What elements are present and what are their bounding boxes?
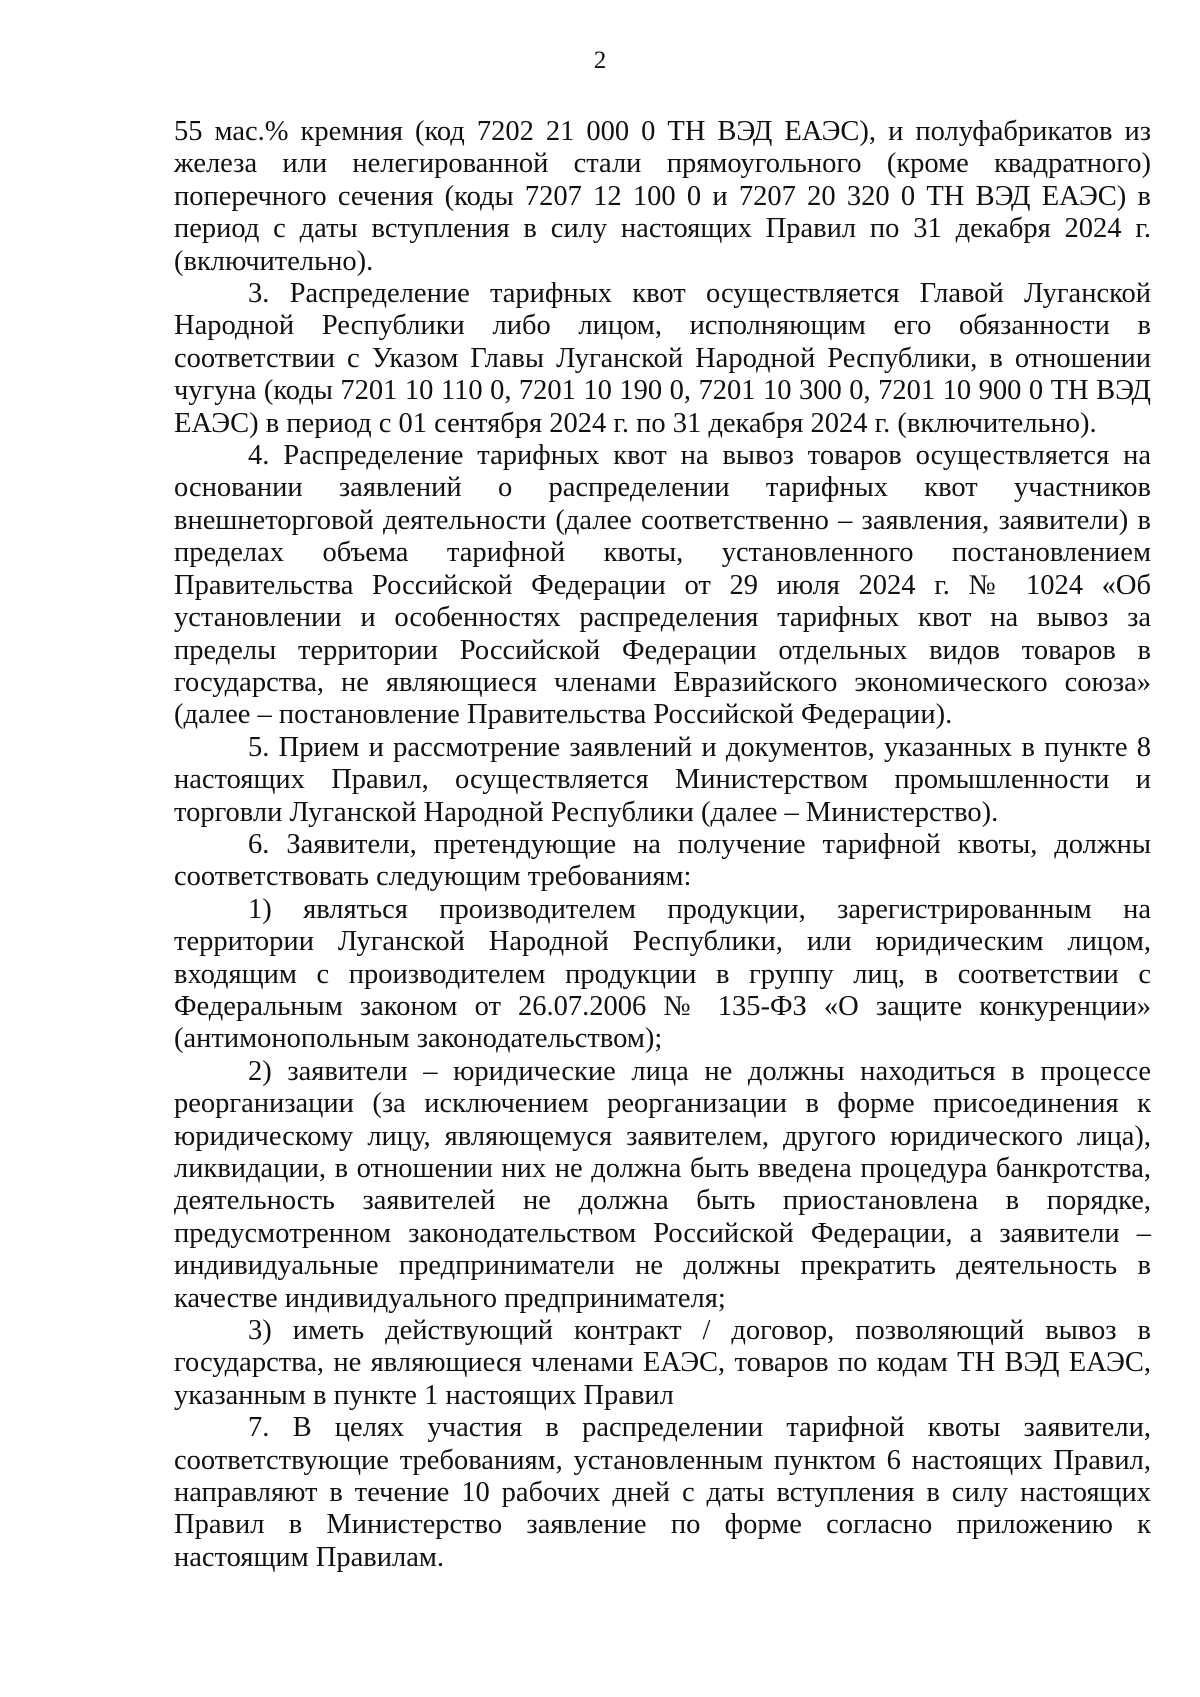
paragraph-4: 4. Распределение тарифных квот на вывоз товаров осуществляется на основании заявлений о распределении тарифных квот участников внешнеторговой деятельности (далее соответственно – заявления, заявители) в пределах объема тарифной квоты, установленного постановлением Правительства Российской Федерации от 29 июля 2024 г. № 1024 «Об установлении и особенностях распределения тарифных квот на вывоз за пределы территории Российской Федерации отдельных видов товаров в государства, не являющиеся членами Евразийского экономического союза» (далее – постановление Правительства Российской Федерации).	[174, 440, 1151, 731]
paragraph-5: 5. Прием и рассмотрение заявлений и документов, указанных в пункте 8 настоящих Правил, осуществляется Министерством промышленности и торговли Луганской Народной Республики (далее – Министерство).	[174, 731, 1151, 828]
paragraph-6-item-3: 3) иметь действующий контракт / договор, позволяющий вывоз в государства, не являющиеся членами ЕАЭС, товаров по кодам ТН ВЭД ЕАЭС, указанным в пункте 1 настоящих Правил	[174, 1315, 1151, 1411]
page-number: 2	[593, 47, 607, 74]
document-body	[174, 116, 1151, 1574]
paragraph-7: 7. В целях участия в распределении тарифной квоты заявители, соответствующие требованиям, установленным пунктом 6 настоящих Правил, направляют в течение 10 рабочих дней с даты вступления в силу настоящих Правил в Министерство заявление по форме согласно приложению к настоящим Правилам.	[174, 1412, 1151, 1573]
paragraph-6-item-2: 2) заявители – юридические лица не должны находиться в процессе реорганизации (за исключением реорганизации в форме присоединения к юридическому лицу, являющемуся заявителем, другого юридического лица), ликвидации, в отношении них не должна быть введена процедура банкротства, деятельность заявителей не должна быть приостановлена в порядке, предусмотренном законодательством Российской Федерации, а заявители – индивидуальные предприниматели не должны прекратить деятельность в качестве индивидуального предпринимателя;	[174, 1055, 1151, 1314]
paragraph-continuation: 55 мас.% кремния (код 7202 21 000 0 ТН ВЭД ЕАЭС), и полуфабрикатов из железа или нелегированной стали прямоугольного (кроме квадратного) поперечного сечения (коды 7207 12 100 0 и 7207 20 320 0 ТН ВЭД ЕАЭС) в период с даты вступления в силу настоящих Правил по 31 декабря 2024 г. (включительно).	[174, 116, 1151, 277]
paragraph-6-item-1: 1) являться производителем продукции, зарегистрированным на территории Луганской Народной Республики, или юридическим лицом, входящим с производителем продукции в группу лиц, в соответствии с Федеральным законом от 26.07.2006 № 135-ФЗ «О защите конкуренции» (антимонопольным законодательством);	[174, 893, 1151, 1055]
paragraph-6: 6. Заявители, претендующие на получение тарифной квоты, должны соответствовать следующим требованиям:	[174, 828, 1151, 893]
paragraph-3: 3. Распределение тарифных квот осуществляется Главой Луганской Народной Республики либо лицом, исполняющим его обязанности в соответствии с Указом Главы Луганской Народной Республики, в отношении чугуна (коды 7201 10 110 0, 7201 10 190 0, 7201 10 300 0, 7201 10 900 0 ТН ВЭД ЕАЭС) в период с 01 сентября 2024 г. по 31 декабря 2024 г. (включительно).	[174, 278, 1151, 439]
